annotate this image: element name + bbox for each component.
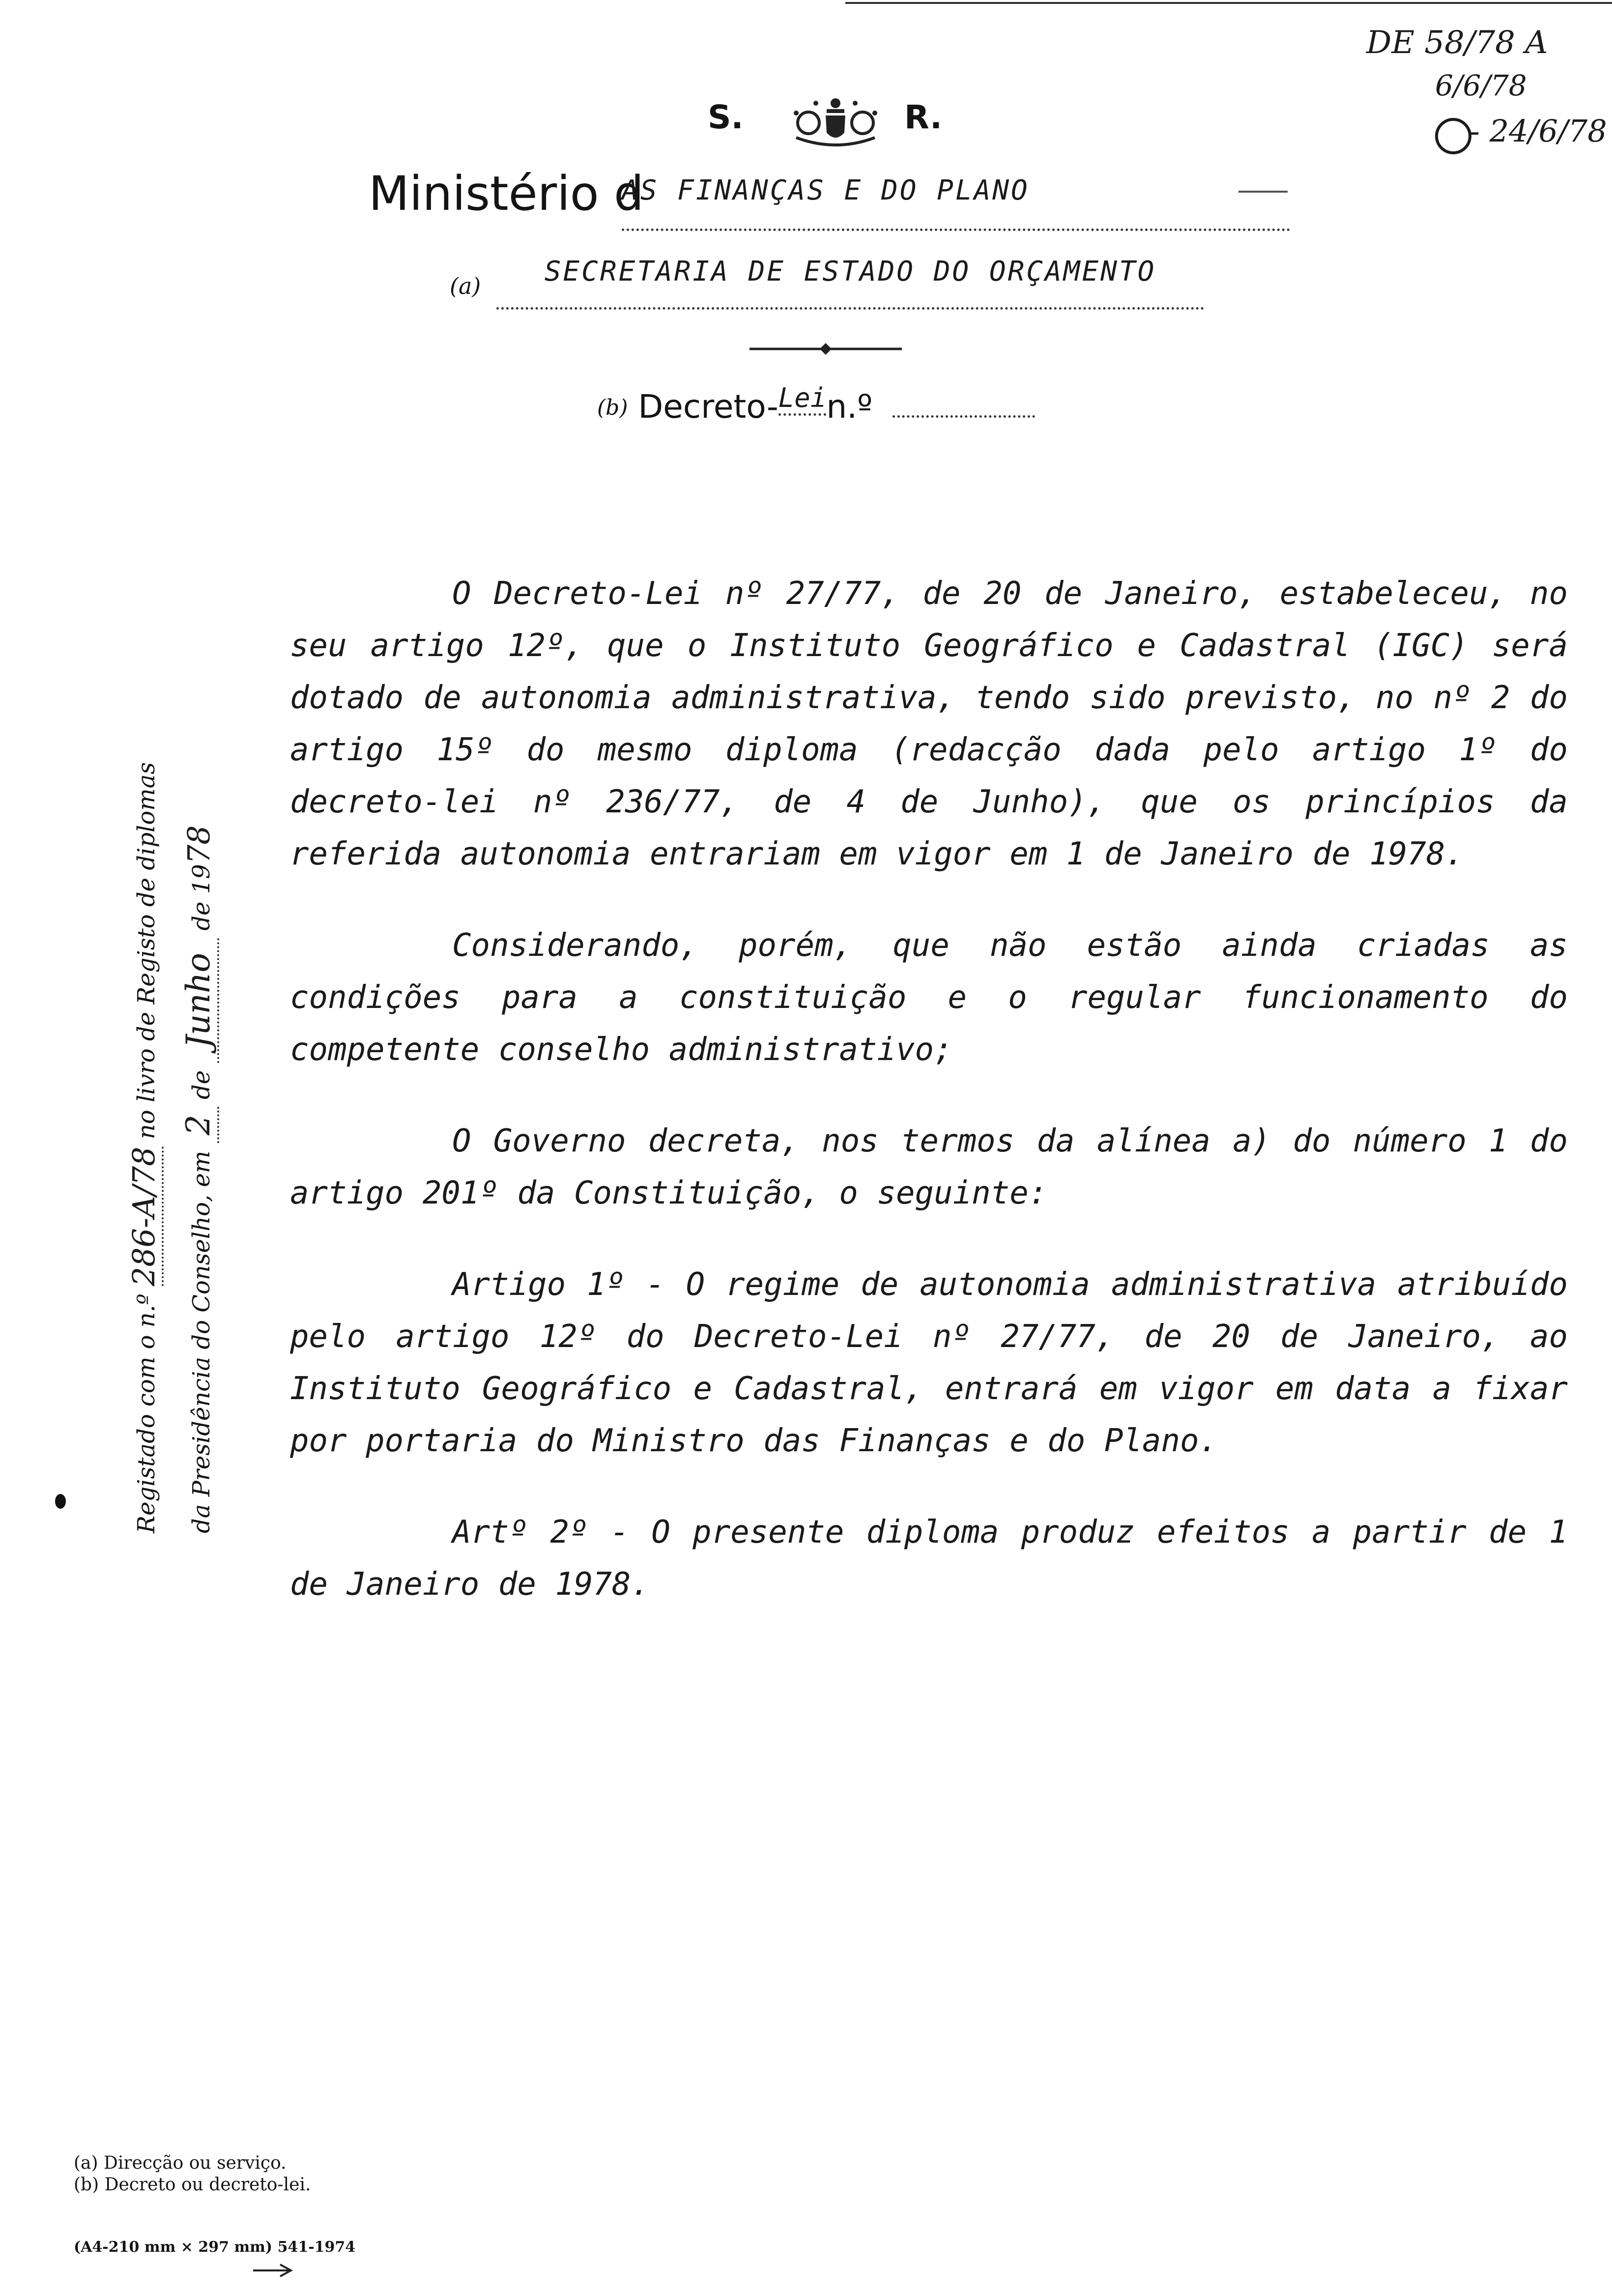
registration-prefix: Registado com o n.º	[133, 1293, 160, 1533]
coat-of-arms-icon	[786, 93, 885, 147]
paragraph-article-2: Artº 2º - O presente diploma produz efeitos a partir de 1 de Janeiro de 1978.	[290, 1514, 1568, 1603]
registration-month: Junho	[179, 938, 219, 1063]
emblem-letter-r: R.	[904, 98, 943, 136]
direction-marker: (a)	[450, 273, 481, 299]
ornament-divider	[749, 342, 902, 356]
registration-suffix: no livro de Registo de diplomas	[133, 762, 160, 1140]
direction-value: SECRETARIA DE ESTADO DO ORÇAMENTO	[496, 256, 1204, 310]
emblem-letter-s: S.	[708, 98, 744, 136]
annotation-line2: 6/6/78	[1435, 69, 1527, 102]
paragraph-government-decrees: O Governo decreta, nos termos da alínea a) do número 1 do artigo 201º da Constituição, o seguinte:	[290, 1123, 1568, 1211]
registration-de: de	[188, 1070, 215, 1100]
registration-day: 2	[179, 1107, 219, 1143]
ministry-label: Ministério d	[369, 166, 644, 221]
registration-line-1	[118, 575, 173, 1533]
paragraph-considering: Considerando, porém, que não estão ainda criadas as condições para a constituição e o regular funcionamento do competente conselho administrativo;	[290, 927, 1568, 1068]
decree-number-field	[892, 396, 1035, 418]
registration-council-prefix: da Presidência do Conselho, em	[188, 1150, 215, 1533]
registration-line-2	[173, 575, 228, 1533]
registration-number: 286-A/78	[126, 1147, 164, 1286]
print-ref-arrow-icon	[251, 2261, 295, 2280]
print-reference: (A4-210 mm × 297 mm) 541-1974	[74, 2239, 356, 2256]
decree-marker: (b)	[597, 395, 628, 420]
annotation-circled-mark	[1435, 118, 1471, 154]
handwritten-annotation	[1347, 20, 1607, 167]
registration-year-prefix: de 19	[188, 864, 215, 931]
paragraph-article-1: Artigo 1º - O regime de autonomia administrativa atribuído pelo artigo 12º do Decreto-Lei nº 27/77, de 20 de Janeiro, ao Instituto Geográfico e Cadastral, entrará em vigor em data a fixar por portaria do Ministro das Finanças e do Plano.	[290, 1266, 1568, 1459]
margin-ink-dot	[55, 1494, 66, 1509]
decree-type: Lei	[778, 382, 827, 416]
decree-label: Decreto-	[638, 388, 778, 426]
republic-emblem-row	[708, 88, 963, 157]
decree-number-label: n.º	[826, 388, 873, 426]
paragraph-preamble: O Decreto-Lei nº 27/77, de 20 de Janeiro, estabeleceu, no seu artigo 12º, que o Instituto Geográfico e Cadastral (IGC) será dotado de autonomia administrativa, tendo sido previsto, no nº 2 do artigo 15º do mesmo diploma (redacção dada pelo artigo 1º do decreto-lei nº 236/77, de 4 de Junho), que os princípios da referida autonomia entrariam em vigor em 1 de Janeiro de 1978.	[290, 575, 1568, 872]
decree-line	[597, 382, 1035, 426]
footnote-a: (a) Direcção ou serviço.	[74, 2153, 287, 2173]
annotation-line3: - 24/6/78	[1469, 113, 1607, 149]
ministry-trailing-dash	[1238, 191, 1288, 193]
footnote-b: (b) Decreto ou decreto-lei.	[74, 2175, 311, 2195]
footnotes	[74, 2152, 311, 2196]
registration-year: 78	[181, 825, 217, 864]
registration-margin-note	[118, 575, 246, 1533]
ministry-value: AS FINANÇAS E DO PLANO	[622, 174, 1290, 231]
decree-body	[290, 568, 1568, 1650]
annotation-line1: DE 58/78 A	[1366, 25, 1548, 61]
top-rule	[845, 2, 1612, 4]
